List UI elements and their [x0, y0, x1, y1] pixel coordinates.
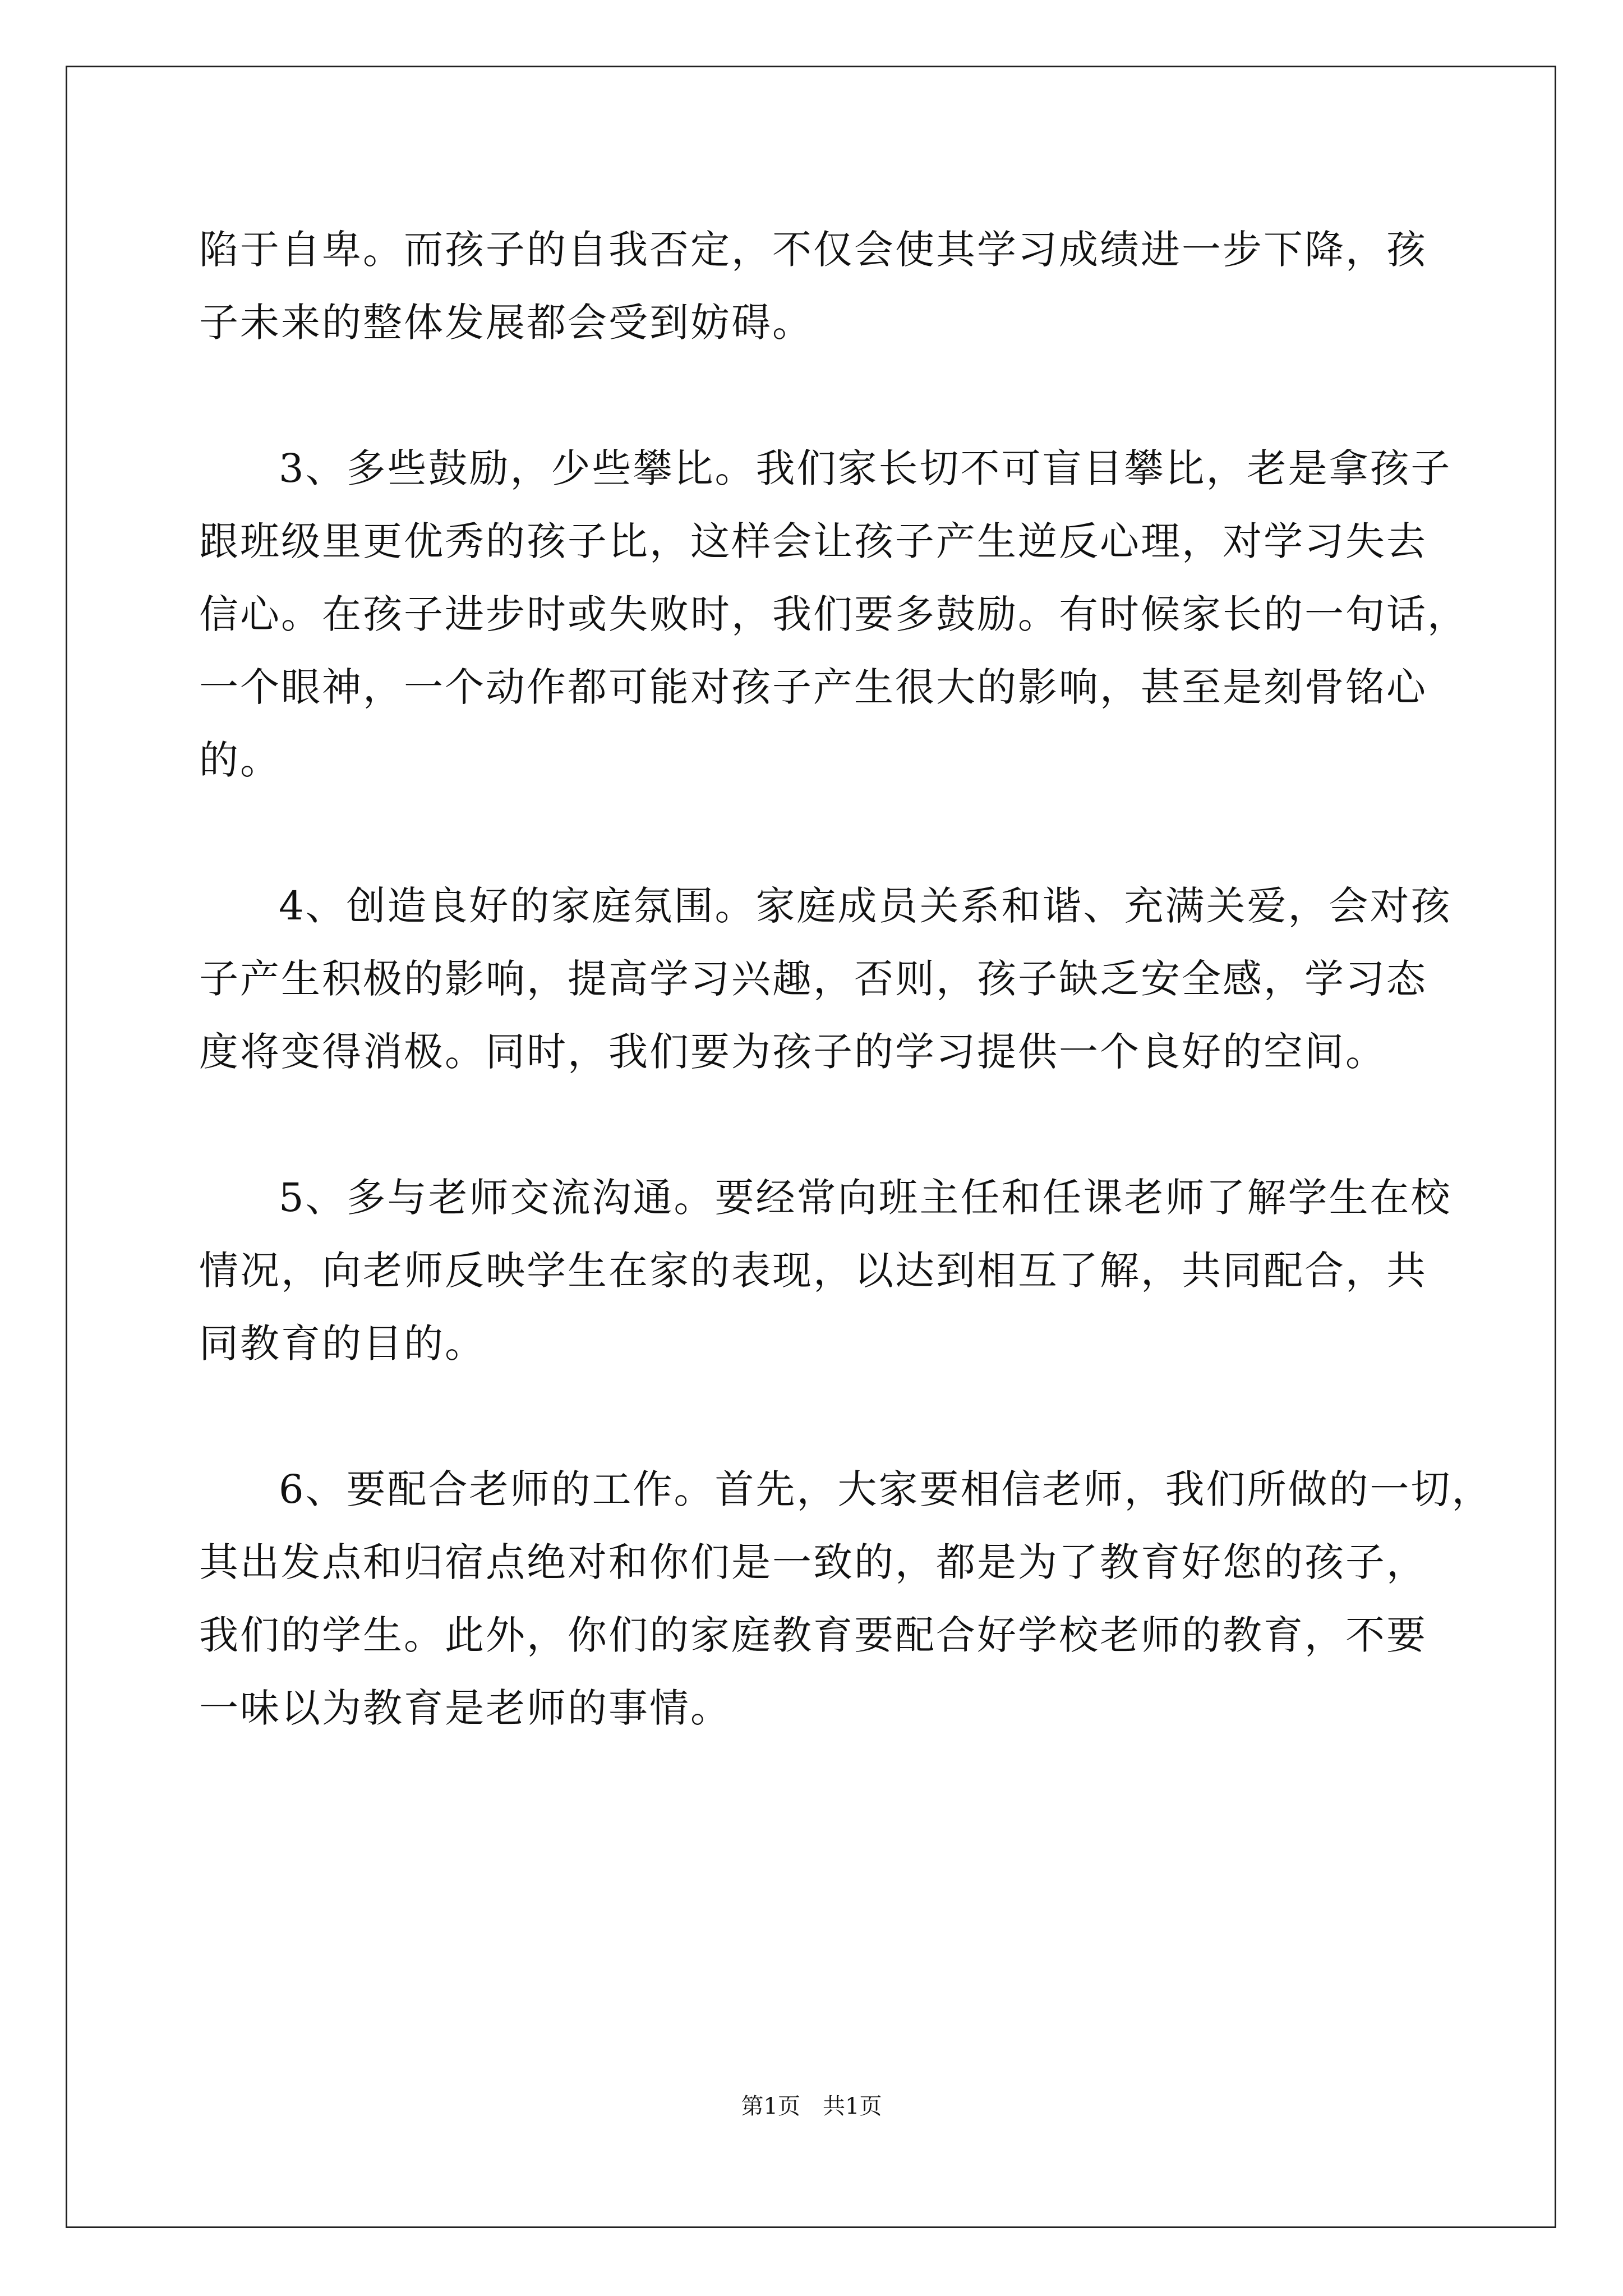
text-line: 陷于自卑。而孩子的自我否定，不仅会使其学习成绩进一步下降，孩: [199, 227, 1427, 273]
text-line: 一味以为教育是老师的事情。: [199, 1685, 731, 1731]
paragraph-6-start: 6、要配合老师的工作。首先，大家要相信老师，我们所做的一切，: [279, 1466, 1493, 1512]
text-line: 情况，向老师反映学生在家的表现，以达到相互了解，共同配合，共: [199, 1248, 1427, 1294]
text-line: 跟班级里更优秀的孩子比，这样会让孩子产生逆反心理，对学习失去: [199, 518, 1427, 564]
text-line: 子产生积极的影响，提高学习兴趣，否则，孩子缺乏安全感，学习态: [199, 956, 1427, 1002]
text-line: 同教育的目的。: [199, 1320, 486, 1366]
page-border: [66, 66, 1556, 2228]
paragraph-5-start: 5、多与老师交流沟通。要经常向班主任和任课老师了解学生在校: [279, 1175, 1452, 1221]
text-line: 我们的学生。此外，你们的家庭教育要配合好学校老师的教育，不要: [199, 1612, 1427, 1658]
text-line: 的。: [199, 737, 281, 783]
paragraph-3-start: 3、多些鼓励，少些攀比。我们家长切不可盲目攀比，老是拿孩子: [279, 445, 1452, 491]
text-line: 一个眼神，一个动作都可能对孩子产生很大的影响，甚至是刻骨铭心: [199, 664, 1427, 710]
text-line: 信心。在孩子进步时或失败时，我们要多鼓励。有时候家长的一句话，: [199, 591, 1468, 637]
text-line: 子未来的整体发展都会受到妨碍。: [199, 300, 813, 346]
page-number-footer: 第1页 共1页: [741, 2093, 882, 2119]
paragraph-4-start: 4、创造良好的家庭氛围。家庭成员关系和谐、充满关爱，会对孩: [279, 883, 1452, 929]
text-line: 度将变得消极。同时，我们要为孩子的学习提供一个良好的空间。: [199, 1029, 1386, 1075]
text-line: 其出发点和归宿点绝对和你们是一致的，都是为了教育好您的孩子，: [199, 1539, 1427, 1585]
